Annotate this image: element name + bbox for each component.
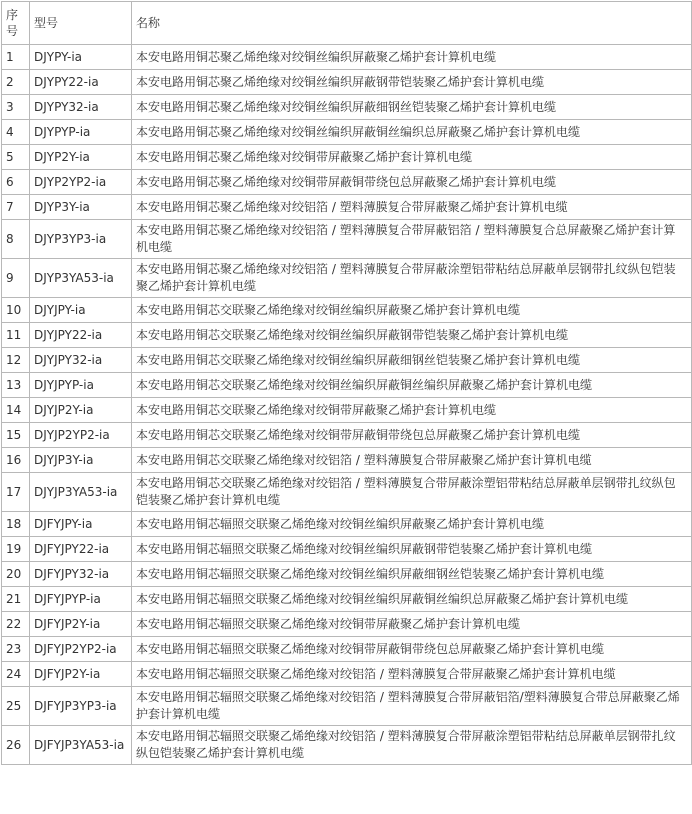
table-row <box>2 473 692 512</box>
row-name-cell: 本安电路用铜芯辐照交联聚乙烯绝缘对绞铜丝编织屏蔽铜丝编织总屏蔽聚乙烯护套计算机电缆 <box>132 587 692 612</box>
row-model-cell: DJYPY22-ia <box>30 70 132 95</box>
row-model-cell: DJFYJPYP-ia <box>30 587 132 612</box>
row-index-cell: 26 <box>2 726 30 765</box>
table-row <box>2 687 692 726</box>
row-name-cell: 本安电路用铜芯辐照交联聚乙烯绝缘对绞铜带屏蔽铜带绕包总屏蔽聚乙烯护套计算机电缆 <box>132 637 692 662</box>
table-row <box>2 170 692 195</box>
row-name-cell: 本安电路用铜芯交联聚乙烯绝缘对绞铜丝编织屏蔽钢带铠装聚乙烯护套计算机电缆 <box>132 323 692 348</box>
table-row <box>2 562 692 587</box>
header-name: 名称 <box>132 2 692 45</box>
row-index-cell: 8 <box>2 220 30 259</box>
row-index-cell: 24 <box>2 662 30 687</box>
row-index-cell: 9 <box>2 259 30 298</box>
row-name-cell: 本安电路用铜芯交联聚乙烯绝缘对绞铜带屏蔽聚乙烯护套计算机电缆 <box>132 398 692 423</box>
table-row <box>2 298 692 323</box>
table-header-row <box>2 2 692 45</box>
row-index-cell: 19 <box>2 537 30 562</box>
row-model-cell: DJYJPY22-ia <box>30 323 132 348</box>
row-index-cell: 18 <box>2 512 30 537</box>
row-name-cell: 本安电路用铜芯聚乙烯绝缘对绞铜丝编织屏蔽铜丝编织总屏蔽聚乙烯护套计算机电缆 <box>132 120 692 145</box>
row-model-cell: DJYP3Y-ia <box>30 195 132 220</box>
row-name-cell: 本安电路用铜芯交联聚乙烯绝缘对绞铝箔 / 塑料薄膜复合带屏蔽涂塑铝带粘结总屏蔽单层钢带扎纹纵包铠装聚乙烯护套计算机电缆 <box>132 473 692 512</box>
row-index-cell: 22 <box>2 612 30 637</box>
row-model-cell: DJFYJP3YP3-ia <box>30 687 132 726</box>
table-row <box>2 637 692 662</box>
row-name-cell: 本安电路用铜芯聚乙烯绝缘对绞铝箔 / 塑料薄膜复合带屏蔽铝箔 / 塑料薄膜复合总屏蔽聚乙烯护套计算机电缆 <box>132 220 692 259</box>
table-row <box>2 120 692 145</box>
row-index-cell: 4 <box>2 120 30 145</box>
row-index-cell: 17 <box>2 473 30 512</box>
row-model-cell: DJYJPY-ia <box>30 298 132 323</box>
row-name-cell: 本安电路用铜芯交联聚乙烯绝缘对绞铜带屏蔽铜带绕包总屏蔽聚乙烯护套计算机电缆 <box>132 423 692 448</box>
table-row <box>2 448 692 473</box>
row-model-cell: DJYJP3YA53-ia <box>30 473 132 512</box>
table-row <box>2 323 692 348</box>
table-row <box>2 423 692 448</box>
row-index-cell: 21 <box>2 587 30 612</box>
cable-model-table <box>1 1 692 765</box>
header-index: 序号 <box>2 2 30 45</box>
row-model-cell: DJYP2YP2-ia <box>30 170 132 195</box>
row-index-cell: 1 <box>2 45 30 70</box>
row-index-cell: 25 <box>2 687 30 726</box>
table-body <box>2 45 692 765</box>
row-name-cell: 本安电路用铜芯交联聚乙烯绝缘对绞铜丝编织屏蔽铜丝编织屏蔽聚乙烯护套计算机电缆 <box>132 373 692 398</box>
row-model-cell: DJYJP2Y-ia <box>30 398 132 423</box>
row-name-cell: 本安电路用铜芯交联聚乙烯绝缘对绞铝箔 / 塑料薄膜复合带屏蔽聚乙烯护套计算机电缆 <box>132 448 692 473</box>
row-model-cell: DJYJP2YP2-ia <box>30 423 132 448</box>
table-row <box>2 726 692 765</box>
row-name-cell: 本安电路用铜芯聚乙烯绝缘对绞铜丝编织屏蔽钢带铠装聚乙烯护套计算机电缆 <box>132 70 692 95</box>
row-model-cell: DJFYJP2Y-ia <box>30 662 132 687</box>
table-row <box>2 95 692 120</box>
row-model-cell: DJYP3YA53-ia <box>30 259 132 298</box>
row-name-cell: 本安电路用铜芯交联聚乙烯绝缘对绞铜丝编织屏蔽聚乙烯护套计算机电缆 <box>132 298 692 323</box>
row-name-cell: 本安电路用铜芯辐照交联聚乙烯绝缘对绞铜丝编织屏蔽细钢丝铠装聚乙烯护套计算机电缆 <box>132 562 692 587</box>
row-model-cell: DJFYJPY22-ia <box>30 537 132 562</box>
row-model-cell: DJYPY-ia <box>30 45 132 70</box>
row-name-cell: 本安电路用铜芯交联聚乙烯绝缘对绞铜丝编织屏蔽细钢丝铠装聚乙烯护套计算机电缆 <box>132 348 692 373</box>
row-index-cell: 10 <box>2 298 30 323</box>
row-name-cell: 本安电路用铜芯聚乙烯绝缘对绞铜带屏蔽铜带绕包总屏蔽聚乙烯护套计算机电缆 <box>132 170 692 195</box>
row-index-cell: 16 <box>2 448 30 473</box>
row-index-cell: 5 <box>2 145 30 170</box>
table-row <box>2 612 692 637</box>
row-index-cell: 13 <box>2 373 30 398</box>
row-index-cell: 20 <box>2 562 30 587</box>
table-row <box>2 537 692 562</box>
row-index-cell: 14 <box>2 398 30 423</box>
row-name-cell: 本安电路用铜芯辐照交联聚乙烯绝缘对绞铝箔 / 塑料薄膜复合带屏蔽铝箔/塑料薄膜复合带总屏蔽聚乙烯护套计算机电缆 <box>132 687 692 726</box>
row-name-cell: 本安电路用铜芯辐照交联聚乙烯绝缘对绞铜丝编织屏蔽聚乙烯护套计算机电缆 <box>132 512 692 537</box>
table-row <box>2 587 692 612</box>
row-name-cell: 本安电路用铜芯聚乙烯绝缘对绞铝箔 / 塑料薄膜复合带屏蔽聚乙烯护套计算机电缆 <box>132 195 692 220</box>
row-name-cell: 本安电路用铜芯聚乙烯绝缘对绞铜丝编织屏蔽聚乙烯护套计算机电缆 <box>132 45 692 70</box>
row-index-cell: 12 <box>2 348 30 373</box>
row-name-cell: 本安电路用铜芯辐照交联聚乙烯绝缘对绞铝箔 / 塑料薄膜复合带屏蔽聚乙烯护套计算机电缆 <box>132 662 692 687</box>
row-name-cell: 本安电路用铜芯辐照交联聚乙烯绝缘对绞铜带屏蔽聚乙烯护套计算机电缆 <box>132 612 692 637</box>
row-index-cell: 3 <box>2 95 30 120</box>
row-model-cell: DJFYJPY32-ia <box>30 562 132 587</box>
row-model-cell: DJFYJP3YA53-ia <box>30 726 132 765</box>
row-model-cell: DJFYJP2Y-ia <box>30 612 132 637</box>
row-index-cell: 2 <box>2 70 30 95</box>
table-row <box>2 220 692 259</box>
header-model: 型号 <box>30 2 132 45</box>
row-model-cell: DJYP2Y-ia <box>30 145 132 170</box>
table-row <box>2 45 692 70</box>
row-index-cell: 11 <box>2 323 30 348</box>
table-row <box>2 373 692 398</box>
table-row <box>2 145 692 170</box>
row-index-cell: 15 <box>2 423 30 448</box>
row-model-cell: DJYP3YP3-ia <box>30 220 132 259</box>
table-row <box>2 662 692 687</box>
row-model-cell: DJFYJP2YP2-ia <box>30 637 132 662</box>
row-index-cell: 6 <box>2 170 30 195</box>
row-model-cell: DJFYJPY-ia <box>30 512 132 537</box>
row-name-cell: 本安电路用铜芯聚乙烯绝缘对绞铝箔 / 塑料薄膜复合带屏蔽涂塑铝带粘结总屏蔽单层钢带扎纹纵包铠装聚乙烯护套计算机电缆 <box>132 259 692 298</box>
row-name-cell: 本安电路用铜芯辐照交联聚乙烯绝缘对绞铜丝编织屏蔽钢带铠装聚乙烯护套计算机电缆 <box>132 537 692 562</box>
row-model-cell: DJYJP3Y-ia <box>30 448 132 473</box>
row-index-cell: 23 <box>2 637 30 662</box>
table-row <box>2 512 692 537</box>
row-model-cell: DJYJPYP-ia <box>30 373 132 398</box>
row-name-cell: 本安电路用铜芯聚乙烯绝缘对绞铜丝编织屏蔽细钢丝铠装聚乙烯护套计算机电缆 <box>132 95 692 120</box>
row-name-cell: 本安电路用铜芯聚乙烯绝缘对绞铜带屏蔽聚乙烯护套计算机电缆 <box>132 145 692 170</box>
table-row <box>2 398 692 423</box>
table-row <box>2 195 692 220</box>
table-row <box>2 259 692 298</box>
row-name-cell: 本安电路用铜芯辐照交联聚乙烯绝缘对绞铝箔 / 塑料薄膜复合带屏蔽涂塑铝带粘结总屏蔽单层钢带扎纹纵包铠装聚乙烯护套计算机电缆 <box>132 726 692 765</box>
row-model-cell: DJYPYP-ia <box>30 120 132 145</box>
row-model-cell: DJYJPY32-ia <box>30 348 132 373</box>
row-index-cell: 7 <box>2 195 30 220</box>
table-row <box>2 70 692 95</box>
table-row <box>2 348 692 373</box>
row-model-cell: DJYPY32-ia <box>30 95 132 120</box>
